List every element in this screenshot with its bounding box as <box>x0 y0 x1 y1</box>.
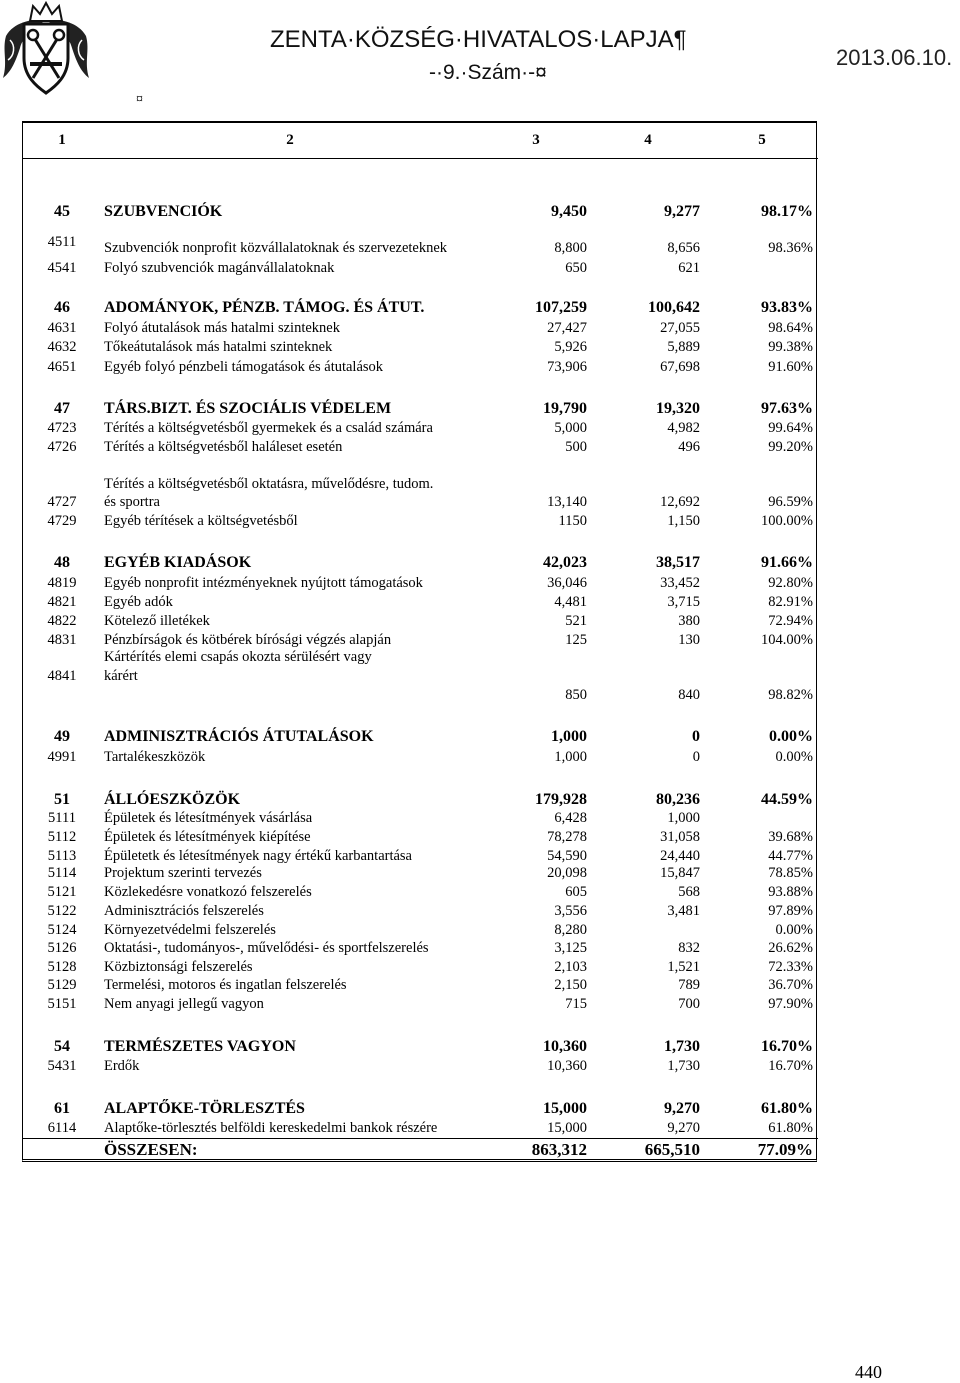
table-row <box>0 939 960 957</box>
account-code: 5151 <box>47 996 77 1012</box>
value-col3: 1,000 <box>554 749 587 765</box>
total-col3: 863,312 <box>531 1140 587 1159</box>
table-row <box>0 1119 960 1137</box>
total-col5: 77.09% <box>757 1140 813 1159</box>
row-description: Erdők <box>104 1058 140 1074</box>
value-col5: 97.90% <box>768 996 813 1012</box>
table-row <box>0 338 960 356</box>
value-col5: 104.00% <box>761 632 813 648</box>
row-description: ALAPTŐKE-TÖRLESZTÉS <box>104 1100 305 1117</box>
row-description: Tartalékeszközök <box>104 749 206 765</box>
value-col4: 9,277 <box>664 203 700 220</box>
row-description: Tőkeátutalások más hatalmi szinteknek <box>104 339 333 355</box>
value-col3: 125 <box>565 632 587 648</box>
row-description: Egyéb nonprofit intézményeknek nyújtott támogatások <box>104 575 423 591</box>
value-col3: 54,590 <box>547 848 587 864</box>
value-col4: 12,692 <box>660 494 700 510</box>
account-code: 61 <box>54 1100 70 1117</box>
value-col4: 840 <box>678 687 700 703</box>
value-col3: 715 <box>565 996 587 1012</box>
value-col3: 3,556 <box>554 903 587 919</box>
value-col4: 27,055 <box>660 320 700 336</box>
value-col4: 832 <box>678 940 700 956</box>
row-description: Folyó átutalások más hatalmi szinteknek <box>104 320 340 336</box>
table-row <box>0 612 960 630</box>
value-col4: 0 <box>692 749 700 765</box>
table-row <box>0 574 960 592</box>
table-row <box>0 976 960 994</box>
value-col4: 4,982 <box>667 420 700 436</box>
value-col3: 20,098 <box>547 865 587 881</box>
account-code: 5121 <box>47 884 77 900</box>
table-row <box>0 475 960 493</box>
row-description: Egyéb folyó pénzbeli támogatások és átutalások <box>104 359 384 375</box>
issue-date: 2013.06.10. <box>836 45 953 70</box>
table-row <box>0 319 960 337</box>
table-row <box>0 358 960 376</box>
column-header-2: 2 <box>286 132 294 148</box>
value-col4: 1,000 <box>667 810 700 826</box>
total-col4: 665,510 <box>644 1140 700 1159</box>
account-code: 4631 <box>47 320 77 336</box>
section-row <box>0 1100 960 1118</box>
value-col5: 92.80% <box>768 575 813 591</box>
account-code: 4822 <box>47 613 77 629</box>
account-code: 4651 <box>47 359 77 375</box>
row-description: Közbiztonsági felszerelés <box>104 959 253 975</box>
row-description: Pénzbírságok és kötbérek bírósági végzés alapján <box>104 632 392 648</box>
row-description: Kötelező illetékek <box>104 613 210 629</box>
value-col4: 5,889 <box>667 339 700 355</box>
value-col5: 97.63% <box>761 400 813 417</box>
table-row <box>0 902 960 920</box>
value-col4: 3,715 <box>667 594 700 610</box>
value-col3: 107,259 <box>535 299 587 316</box>
value-col5: 78.85% <box>768 865 813 881</box>
value-col4: 496 <box>678 439 700 455</box>
column-header-5: 5 <box>758 132 766 148</box>
value-col4: 100,642 <box>648 299 700 316</box>
value-col4: 1,521 <box>667 959 700 975</box>
total-divider <box>22 1138 818 1139</box>
value-col5: 61.80% <box>761 1100 813 1117</box>
account-code: 4723 <box>47 420 77 436</box>
account-code: 5113 <box>47 848 77 864</box>
table-row <box>0 438 960 456</box>
value-col5: 72.94% <box>768 613 813 629</box>
row-description: Kártérítés elemi csapás okozta sérülésért vagy <box>104 649 372 665</box>
account-code: 4831 <box>47 632 77 648</box>
value-col3: 8,280 <box>554 922 587 938</box>
row-description: Egyéb térítések a költségvetésből <box>104 513 298 529</box>
section-row <box>0 728 960 746</box>
row-description: Projektum szerinti tervezés <box>104 865 262 881</box>
account-code: 51 <box>54 791 70 808</box>
value-col4: 24,440 <box>660 848 700 864</box>
row-description: SZUBVENCIÓK <box>104 203 223 220</box>
row-description: TÁRS.BIZT. ÉS SZOCIÁLIS VÉDELEM <box>104 400 392 417</box>
account-code: 48 <box>54 554 70 571</box>
row-description: ADOMÁNYOK, PÉNZB. TÁMOG. ÉS ÁTUT. <box>104 299 425 316</box>
value-col3: 850 <box>565 687 587 703</box>
table-row <box>0 828 960 846</box>
row-description: Egyéb adók <box>104 594 173 610</box>
account-code: 4991 <box>47 749 77 765</box>
value-col3: 9,450 <box>551 203 587 220</box>
value-col3: 5,926 <box>554 339 587 355</box>
row-description: Alaptőke-törlesztés belföldi kereskedelmi bankok részére <box>104 1120 438 1136</box>
row-description: Térítés a költségvetésből gyermekek és a család számára <box>104 420 433 436</box>
value-col4: 3,481 <box>667 903 700 919</box>
account-code: 4511 <box>47 234 77 250</box>
row-description: ADMINISZTRÁCIÓS ÁTUTALÁSOK <box>104 728 374 745</box>
account-code: 5111 <box>48 810 76 826</box>
value-col5: 44.59% <box>761 791 813 808</box>
table-row <box>0 493 960 511</box>
account-code: 5124 <box>47 922 77 938</box>
value-col3: 605 <box>565 884 587 900</box>
account-code: 4726 <box>47 439 77 455</box>
value-col5: 91.60% <box>768 359 813 375</box>
account-code: 5114 <box>47 865 77 881</box>
row-description: ÁLLÓESZKÖZÖK <box>104 791 241 808</box>
account-code: 5112 <box>47 829 77 845</box>
value-col4: 700 <box>678 996 700 1012</box>
account-code: 5128 <box>47 959 77 975</box>
value-col4: 1,730 <box>667 1058 700 1074</box>
value-col3: 27,427 <box>547 320 587 336</box>
value-col3: 13,140 <box>547 494 587 510</box>
account-code: 4841 <box>47 668 77 684</box>
value-col4: 31,058 <box>660 829 700 845</box>
table-row <box>0 631 960 649</box>
account-code: 6114 <box>47 1120 77 1136</box>
value-col4: 1,730 <box>664 1038 700 1055</box>
value-col4: 9,270 <box>667 1120 700 1136</box>
section-row <box>0 400 960 418</box>
value-col3: 1,000 <box>551 728 587 745</box>
row-description: és sportra <box>104 494 160 510</box>
header-divider <box>22 158 818 159</box>
value-col5: 44.77% <box>768 848 813 864</box>
value-col5: 61.80% <box>768 1120 813 1136</box>
value-col5: 0.00% <box>775 922 813 938</box>
table-row <box>0 593 960 611</box>
value-col3: 650 <box>565 260 587 276</box>
value-col5: 82.91% <box>768 594 813 610</box>
value-col4: 67,698 <box>660 359 700 375</box>
table-row <box>0 847 960 865</box>
account-code: 54 <box>54 1038 70 1055</box>
value-col3: 10,360 <box>547 1058 587 1074</box>
issue-number: -·9.·Szám·-¤ <box>429 61 547 84</box>
value-col4: 9,270 <box>664 1100 700 1117</box>
table-row <box>0 234 960 257</box>
value-col3: 2,103 <box>554 959 587 975</box>
value-col4: 568 <box>678 884 700 900</box>
row-description: Környezetvédelmi felszerelés <box>104 922 276 938</box>
table-row <box>0 419 960 437</box>
value-col3: 73,906 <box>547 359 587 375</box>
coat-of-arms-logo <box>0 0 92 100</box>
table-row <box>0 864 960 882</box>
value-col5: 97.89% <box>768 903 813 919</box>
value-col5: 16.70% <box>768 1058 813 1074</box>
value-col4: 19,320 <box>656 400 700 417</box>
value-col3: 19,790 <box>543 400 587 417</box>
section-row <box>0 299 960 317</box>
section-row <box>0 203 960 221</box>
value-col5: 0.00% <box>769 728 813 745</box>
value-col5: 99.20% <box>768 439 813 455</box>
paragraph-mark: ¤ <box>136 92 143 107</box>
value-col3: 179,928 <box>535 791 587 808</box>
value-col4: 80,236 <box>656 791 700 808</box>
value-col3: 78,278 <box>547 829 587 845</box>
account-code: 4729 <box>47 513 77 529</box>
value-col3: 521 <box>565 613 587 629</box>
value-col5: 91.66% <box>761 554 813 571</box>
row-description: Térítés a költségvetésből oktatásra, művelődésre, tudom. <box>104 476 434 492</box>
account-code: 4727 <box>47 494 77 510</box>
row-description: Oktatási-, tudományos-, művelődési- és sportfelszerelés <box>104 940 429 956</box>
table-row <box>0 809 960 827</box>
table-row <box>0 921 960 939</box>
account-code: 45 <box>54 203 70 220</box>
value-col3: 10,360 <box>543 1038 587 1055</box>
section-row <box>0 1038 960 1056</box>
value-col3: 2,150 <box>554 977 587 993</box>
account-code: 49 <box>54 728 70 745</box>
value-col4: 380 <box>678 613 700 629</box>
value-col5: 98.36% <box>768 240 813 256</box>
account-code: 4819 <box>47 575 77 591</box>
table-row <box>0 748 960 766</box>
account-code: 5126 <box>47 940 77 956</box>
value-col3: 3,125 <box>554 940 587 956</box>
value-col5: 96.59% <box>768 494 813 510</box>
value-col4: 621 <box>678 260 700 276</box>
value-col5: 99.38% <box>768 339 813 355</box>
row-description: Adminisztrációs felszerelés <box>104 903 264 919</box>
value-col3: 42,023 <box>543 554 587 571</box>
table-row <box>0 958 960 976</box>
value-col5: 98.17% <box>761 203 813 220</box>
gazette-title: ZENTA·KÖZSÉG·HIVATALOS·LAPJA¶ <box>270 26 687 53</box>
column-header-3: 3 <box>532 132 540 148</box>
value-col3: 36,046 <box>547 575 587 591</box>
value-col3: 500 <box>565 439 587 455</box>
value-col5: 93.83% <box>761 299 813 316</box>
value-col5: 26.62% <box>768 940 813 956</box>
table-row <box>0 995 960 1013</box>
value-col3: 4,481 <box>554 594 587 610</box>
row-description: Térítés a költségvetésből haláleset esetén <box>104 439 343 455</box>
value-col5: 99.64% <box>768 420 813 436</box>
value-col4: 0 <box>692 728 700 745</box>
row-description: Közlekedésre vonatkozó felszerelés <box>104 884 312 900</box>
row-description: Épületetk és létesítmények nagy értékű karbantartása <box>104 848 412 864</box>
row-description: Termelési, motoros és ingatlan felszerelés <box>104 977 347 993</box>
account-code: 4541 <box>47 260 77 276</box>
value-col5: 36.70% <box>768 977 813 993</box>
table-row <box>0 648 960 666</box>
table-row <box>0 686 960 704</box>
row-description: Nem anyagi jellegű vagyon <box>104 996 264 1012</box>
account-code: 5431 <box>47 1058 77 1074</box>
column-header-1: 1 <box>58 132 66 148</box>
value-col3: 5,000 <box>554 420 587 436</box>
value-col5: 100.00% <box>761 513 813 529</box>
value-col5: 98.82% <box>768 687 813 703</box>
total-label: ÖSSZESEN: <box>104 1140 198 1159</box>
value-col4: 1,150 <box>667 513 700 529</box>
row-description: Folyó szubvenciók magánvállalatoknak <box>104 260 335 276</box>
account-code: 46 <box>54 299 70 316</box>
value-col3: 15,000 <box>547 1120 587 1136</box>
value-col4: 8,656 <box>667 240 700 256</box>
account-code: 47 <box>54 400 70 417</box>
value-col3: 8,800 <box>554 240 587 256</box>
value-col3: 1150 <box>558 513 587 529</box>
total-row <box>0 1141 960 1159</box>
table-row <box>0 259 960 277</box>
value-col3: 15,000 <box>543 1100 587 1117</box>
value-col4: 33,452 <box>660 575 700 591</box>
value-col4: 130 <box>678 632 700 648</box>
value-col4: 38,517 <box>656 554 700 571</box>
account-code: 5129 <box>47 977 77 993</box>
row-description: kárért <box>104 668 138 684</box>
row-description: Szubvenciók nonprofit közvállalatoknak és szervezeteknek <box>104 240 448 256</box>
table-row <box>0 1057 960 1075</box>
value-col5: 98.64% <box>768 320 813 336</box>
account-code: 4821 <box>47 594 77 610</box>
value-col5: 93.88% <box>768 884 813 900</box>
section-row <box>0 554 960 572</box>
value-col3: 6,428 <box>554 810 587 826</box>
column-header-4: 4 <box>644 132 652 148</box>
value-col5: 39.68% <box>768 829 813 845</box>
section-row <box>0 791 960 809</box>
value-col4: 15,847 <box>660 865 700 881</box>
row-description: Épületek és létesítmények vásárlása <box>104 810 313 826</box>
row-description: Épületek és létesítmények kiépítése <box>104 829 311 845</box>
row-description: TERMÉSZETES VAGYON <box>104 1038 296 1055</box>
account-code: 5122 <box>47 903 77 919</box>
value-col4: 789 <box>678 977 700 993</box>
table-row <box>0 512 960 530</box>
table-row <box>0 667 960 685</box>
value-col5: 0.00% <box>775 749 813 765</box>
row-description: EGYÉB KIADÁSOK <box>104 554 252 571</box>
value-col5: 16.70% <box>761 1038 813 1055</box>
page-number: 440 <box>855 1362 882 1382</box>
value-col5: 72.33% <box>768 959 813 975</box>
account-code: 4632 <box>47 339 77 355</box>
table-row <box>0 883 960 901</box>
